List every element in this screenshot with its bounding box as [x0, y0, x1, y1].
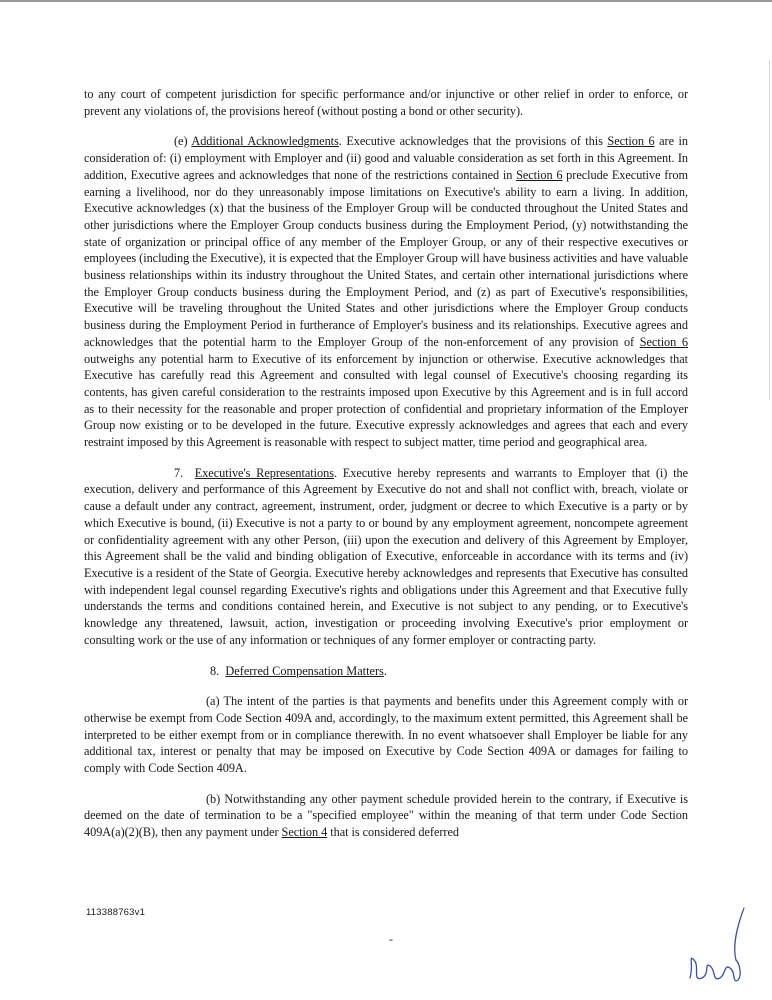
section-8-number: 8. [210, 663, 220, 678]
section-e-text-3: preclude Executive from earning a livelihood, nor do they unreasonably impose limitations on Executive's ability to earn a living. In addition, Executive acknowledges (x) that the business of the Employer Group will be conducted throughout the United States and other jurisdictions where the Employer Group conducts business during the Employment Period, (y) notwithstanding the state of organization or principal office of any member of the Employer Group, or any of their respective executives or employees (including the Executive), it is expected that the Employer Group will have business activities and have valuable business relationships within its industry throughout the United States, and certain other international jurisdictions where the Employer Group conducts business during the Employment Period, and (z) as part of Executive's responsibilities, Executive will be traveling throughout the United States and other jurisdictions where the Employer Group conducts business during the Employment Period in furtherance of Employer's business and its relationships. Executive agrees and acknowledges that the potential harm to the Employer Group of the non-enforcement of any provision of [84, 167, 688, 349]
section-6-reference: Section 6 [607, 134, 655, 149]
section-e-text-1: . Executive acknowledges that the provisions of this [338, 134, 608, 149]
section-8b-text-2: that is considered deferred [327, 825, 459, 840]
section-e-additional-acknowledgments [84, 133, 688, 450]
section-7-executive-representations [84, 465, 688, 649]
section-e-text-4: outweighs any potential harm to Executive of its enforcement by injunction or otherwise. Executive acknowledges that Executive has carefully read this Agreement and consulted with legal counsel of Executive's choosing regarding its contents, has given careful consideration to the restraints imposed upon Executive by this Agreement and is in full accord as to their necessity for the reasonable and proper protection of confidential and proprietary information of the Employer Group now existing or to be developed in the future. Executive expressly acknowledges and agrees that each and every restraint imposed by this Agreement is reasonable with respect to subject matter, time period and geographical area. [84, 351, 688, 450]
right-scan-edge [769, 60, 770, 400]
section-6-reference: Section 6 [639, 334, 688, 349]
section-8b-paragraph [84, 791, 688, 841]
top-border-line [0, 0, 772, 2]
page-number-mark: - [389, 932, 393, 946]
document-page [84, 86, 688, 855]
section-8b-text-1: (b) Notwithstanding any other payment schedule provided herein to the contrary, if Executive is deemed on the date of termination to be a "specified employee" within the meaning of that term under Code Section 409A(a)(2)(B), then any payment under [84, 791, 688, 840]
document-id: 113388763v1 [86, 907, 146, 918]
section-e-number: (e) [174, 134, 188, 149]
section-e-title: Additional Acknowledgments [191, 134, 339, 149]
section-8-title: Deferred Compensation Matters [225, 663, 384, 678]
section-8-heading [84, 663, 688, 680]
section-6-reference: Section 6 [516, 167, 563, 182]
section-e-text-2: are in consideration of: (i) employment with Employer and (ii) good and valuable consideration as set forth in this Agreement. In addition, Executive agrees and acknowledges that none of the restrictions contained in [84, 134, 688, 182]
section-7-title: Executive's Representations [194, 465, 334, 480]
section-7-text: . Executive hereby represents and warrants to Employer that (i) the execution, delivery and performance of this Agreement by Executive do not and shall not conflict with, breach, violate or cause a default under any contract, agreement, instrument, order, judgment or decree to which Executive is a party or by which Executive is bound, (ii) Executive is not a party to or bound by any employment agreement, noncompete agreement or confidentiality agreement with any other Person, (iii) upon the execution and delivery of this Agreement by Employer, this Agreement shall be the valid and binding obligation of Executive, enforceable in accordance with its terms and (iv) Executive is a resident of the State of Georgia. Executive hereby acknowledges and represents that Executive has consulted with independent legal counsel regarding Executive's rights and obligations under this Agreement and that Executive fully understands the terms and conditions contained herein, and Executive is not subject to any pending, or to Executive's knowledge any threatened, lawsuit, action, investigation or proceeding involving Executive's prior employment or consulting work or the use of any information or techniques of any former employer or contracting party. [84, 465, 688, 647]
section-8a-paragraph: (a) The intent of the parties is that payments and benefits under this Agreement comply with or otherwise be exempt from Code Section 409A and, accordingly, to the maximum extent permitted, this Agreement shall be interpreted to be either exempt from or in compliance therewith. In no event whatsoever shall Employer be liable for any additional tax, interest or penalty that may be imposed on Executive by Code Section 409A or damages for failing to comply with Code Section 409A. [84, 694, 688, 776]
handwritten-initials-icon [686, 904, 746, 990]
section-7-number: 7. [174, 465, 184, 480]
section-4-reference: Section 4 [281, 825, 328, 840]
section-8-period: . [383, 663, 387, 678]
paragraph-continuation: to any court of competent jurisdiction for specific performance and/or injunctive or other relief in order to enforce, or prevent any violations of, the provisions hereof (without posting a bond or other security). [84, 87, 688, 118]
